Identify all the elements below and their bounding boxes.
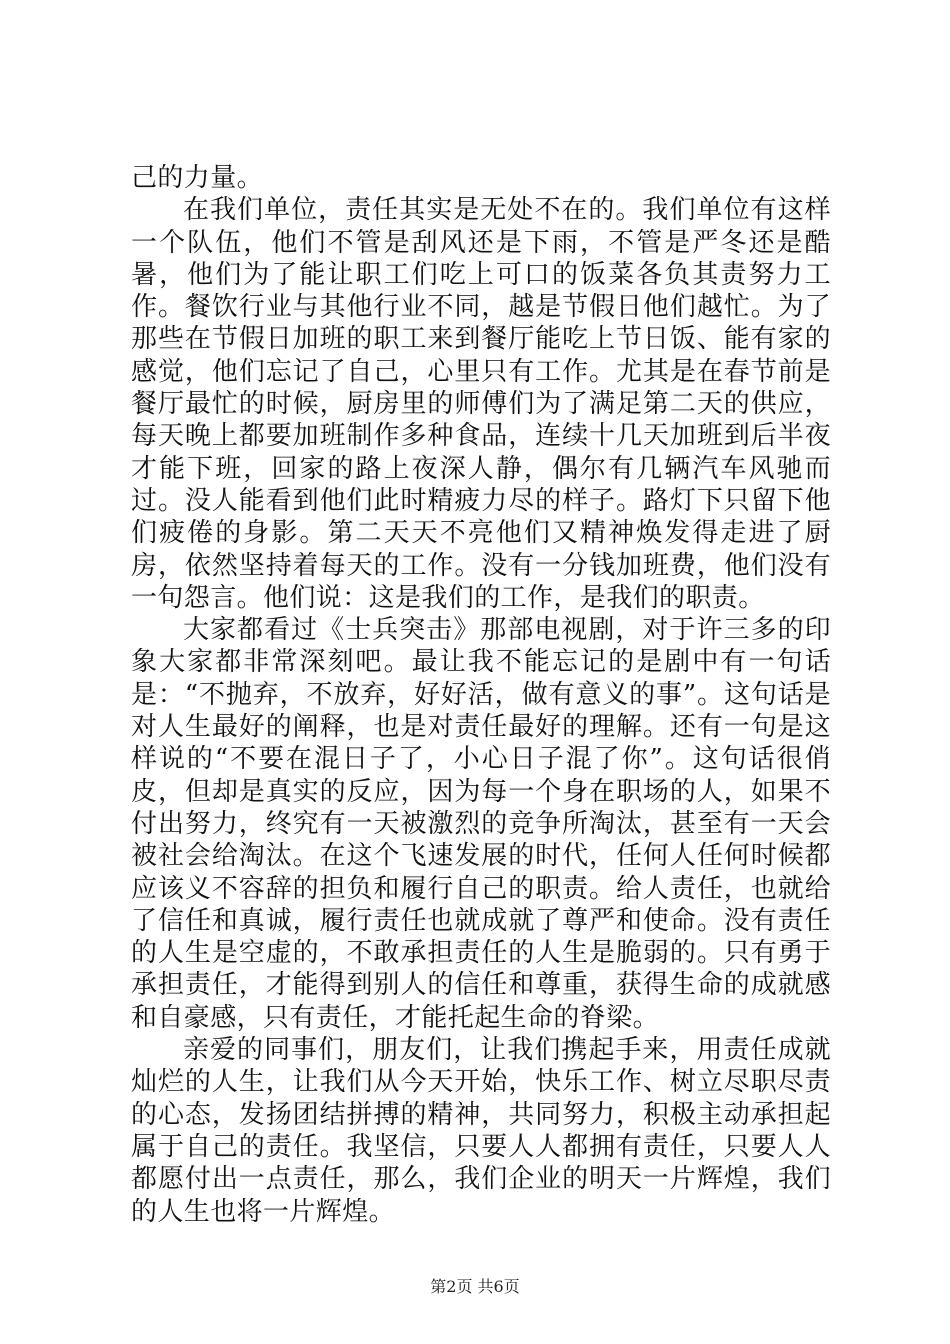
paragraph-closing: 亲爱的同事们，朋友们，让我们携起手来，用责任成就灿烂的人生，让我们从今天开始，快乐工作、树立尽职尽责的心态，发扬团结拼搏的精神，共同努力，积极主动承担起属于自己的责任。我坚信，只要人人都拥有责任，只要人人都愿付出一点责任，那么，我们企业的明天一片辉煌，我们的人生也将一片辉煌。 bbox=[131, 1035, 831, 1227]
paragraph-continuation: 己的力量。 bbox=[131, 163, 264, 193]
document-body bbox=[131, 162, 831, 1228]
paragraph-soldier-assault: 大家都看过《士兵突击》那部电视剧，对于许三多的印象大家都非常深刻吧。最让我不能忘记的是剧中有一句话是：“不抛弃，不放弃，好好活，做有意义的事”。这句话是对人生最好的阐释，也是对责任最好的理解。还有一句是这样说的“不要在混日子了，小心日子混了你”。这句话很俏皮，但却是真实的反应，因为每一个身在职场的人，如果不付出努力，终究有一天被激烈的竞争所淘汰，甚至有一天会被社会给淘汰。在这个飞速发展的时代，任何人任何时候都应该义不容辞的担负和履行自己的职责。给人责任，也就给了信任和真诚，履行责任也就成就了尊严和使命。没有责任的人生是空虚的，不敢承担责任的人生是脆弱的。只有勇于承担责任，才能得到别人的信任和尊重，获得生命的成就感和自豪感，只有责任，才能托起生命的脊梁。 bbox=[131, 615, 831, 1033]
page-number-footer: 第2页 共6页 bbox=[430, 1277, 520, 1296]
paragraph-canteen-staff: 在我们单位，责任其实是无处不在的。我们单位有这样一个队伍，他们不管是刮风还是下雨，不管是严冬还是酷暑，他们为了能让职工们吃上可口的饭菜各负其责努力工作。餐饮行业与其他行业不同，越是节假日他们越忙。为了那些在节假日加班的职工来到餐厅能吃上节日饭、能有家的感觉，他们忘记了自己，心里只有工作。尤其是在春节前是餐厅最忙的时候，厨房里的师傅们为了满足第二天的供应，每天晚上都要加班制作多种食品，连续十几天加班到后半夜才能下班，回家的路上夜深人静，偶尔有几辆汽车风驰而过。没人能看到他们此时精疲力尽的样子。路灯下只留下他们疲倦的身影。第二天天不亮他们又精神焕发得走进了厨房，依然坚持着每天的工作。没有一分钱加班费，他们没有一句怨言。他们说：这是我们的工作，是我们的职责。 bbox=[131, 195, 831, 613]
